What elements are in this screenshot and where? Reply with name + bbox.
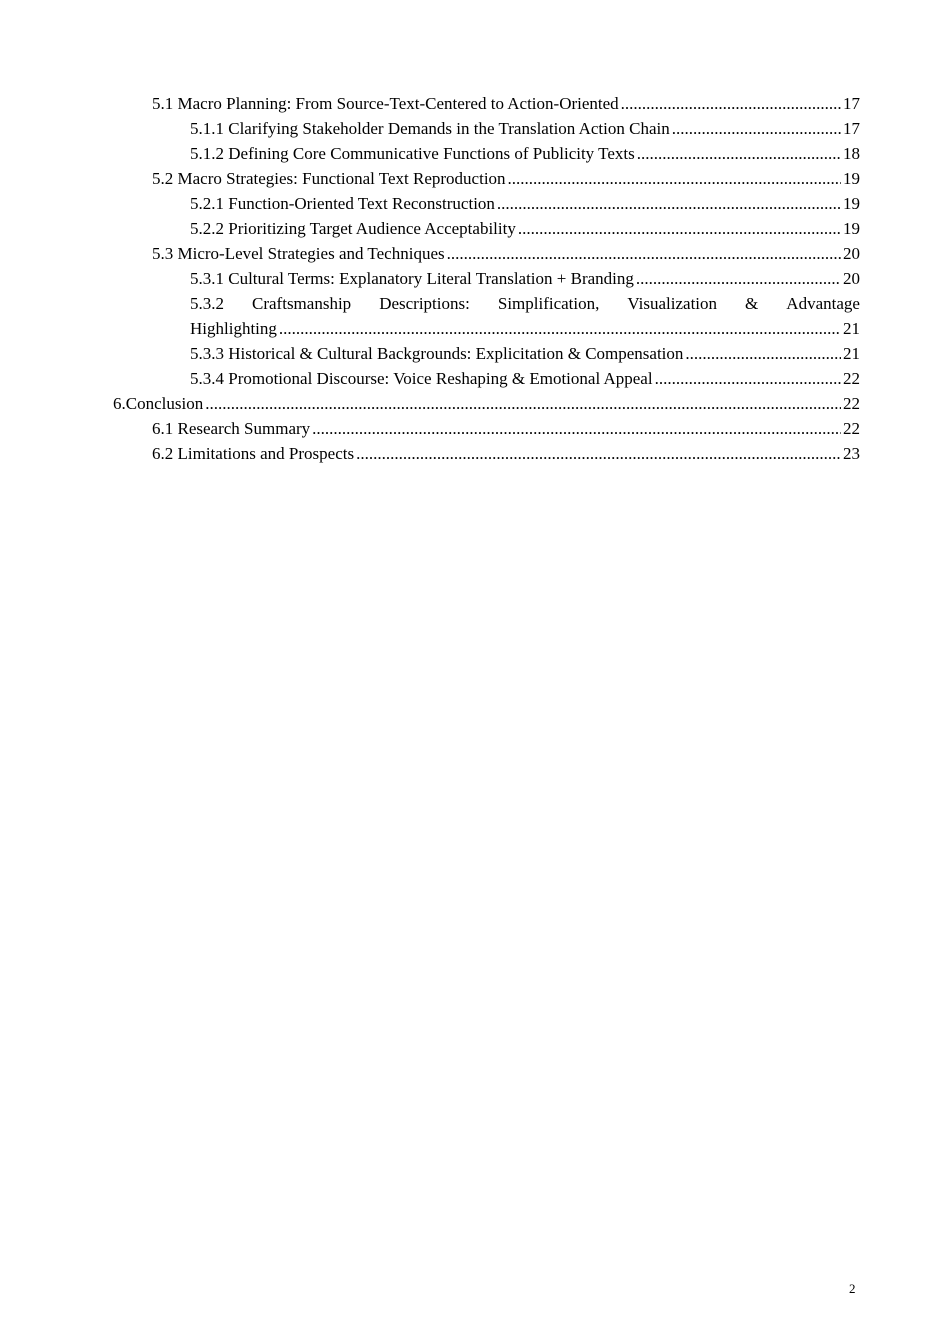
dot-leader xyxy=(636,266,841,291)
toc-entry-word: Visualization xyxy=(627,294,718,313)
toc-entry-title: 6.1 Research Summary xyxy=(152,419,311,438)
dot-leader xyxy=(518,216,841,241)
toc-entry-5-3-1[interactable] xyxy=(113,266,860,291)
toc-entry-title: 5.2.2 Prioritizing Target Audience Acceptability xyxy=(190,219,516,238)
toc-entry-title: 5.2.1 Function-Oriented Text Reconstruction xyxy=(190,194,495,213)
toc-entry-title: 5.3.3 Historical & Cultural Backgrounds: Explicitation & Compensation xyxy=(190,344,684,363)
toc-entry-page: 20 xyxy=(843,269,860,288)
toc-entry-title: 5.1 Macro Planning: From Source-Text-Centered to Action-Oriented xyxy=(152,94,619,113)
toc-entry-5-1-2[interactable] xyxy=(113,141,860,166)
toc-entry-5-3-4[interactable] xyxy=(113,366,860,391)
toc-entry-title-line xyxy=(190,291,860,316)
toc-entry-5-2[interactable] xyxy=(113,166,860,191)
toc-entry-word: 5.3.2 xyxy=(190,294,224,313)
dot-leader xyxy=(497,191,841,216)
toc-entry-page: 23 xyxy=(843,444,860,463)
toc-entry-6-2[interactable] xyxy=(113,441,860,466)
toc-entry-5-3[interactable] xyxy=(113,241,860,266)
toc-entry-title: 5.1.1 Clarifying Stakeholder Demands in the Translation Action Chain xyxy=(190,119,670,138)
toc-entry-title: 5.3 Micro-Level Strategies and Techniques xyxy=(152,244,445,263)
toc-entry-title: 5.3.4 Promotional Discourse: Voice Reshaping & Emotional Appeal xyxy=(190,369,653,388)
toc-entry-title: 5.1.2 Defining Core Communicative Functions of Publicity Texts xyxy=(190,144,635,163)
dot-leader xyxy=(637,141,841,166)
toc-entry-page: 17 xyxy=(843,94,860,113)
toc-entry-6-1[interactable] xyxy=(113,416,860,441)
toc-entry-title: 6.Conclusion xyxy=(113,394,204,413)
toc-entry-page: 19 xyxy=(843,169,860,188)
toc-entry-page: 22 xyxy=(843,369,860,388)
dot-leader xyxy=(685,341,841,366)
toc-entry-title: 5.2 Macro Strategies: Functional Text Reproduction xyxy=(152,169,506,188)
toc-entry-page: 21 xyxy=(843,319,860,338)
toc-entry-word: Descriptions: xyxy=(379,294,470,313)
dot-leader xyxy=(621,91,841,116)
toc-entry-page: 20 xyxy=(843,244,860,263)
table-of-contents xyxy=(113,91,860,466)
toc-entry-word: Simplification, xyxy=(497,294,600,313)
dot-leader xyxy=(672,116,841,141)
toc-entry-title: 6.2 Limitations and Prospects xyxy=(152,444,355,463)
toc-entry-continuation-line xyxy=(190,316,860,341)
toc-entry-word: Craftsmanship xyxy=(252,294,352,313)
dot-leader xyxy=(205,391,841,416)
toc-entry-word: Advantage xyxy=(786,294,860,313)
toc-entry-title: 5.3.1 Cultural Terms: Explanatory Literal Translation + Branding xyxy=(190,269,634,288)
toc-entry-page: 18 xyxy=(843,144,860,163)
dot-leader xyxy=(655,366,841,391)
toc-entry-5-3-3[interactable] xyxy=(113,341,860,366)
toc-entry-page: 19 xyxy=(843,194,860,213)
toc-entry-title-continuation: Highlighting xyxy=(190,319,277,338)
toc-entry-word: & xyxy=(745,294,759,313)
toc-entry-page: 22 xyxy=(843,419,860,438)
toc-entry-5-2-2[interactable] xyxy=(113,216,860,241)
toc-entry-5-1-1[interactable] xyxy=(113,116,860,141)
toc-entry-5-1[interactable] xyxy=(113,91,860,116)
toc-entry-page: 22 xyxy=(843,394,860,413)
toc-entry-5-3-2[interactable] xyxy=(113,291,860,341)
toc-entry-6[interactable] xyxy=(113,391,860,416)
dot-leader xyxy=(312,416,841,441)
page-number: 2 xyxy=(849,1281,856,1296)
dot-leader xyxy=(279,316,841,341)
dot-leader xyxy=(508,166,841,191)
toc-entry-page: 17 xyxy=(843,119,860,138)
dot-leader xyxy=(447,241,841,266)
toc-entry-5-2-1[interactable] xyxy=(113,191,860,216)
toc-entry-page: 19 xyxy=(843,219,860,238)
dot-leader xyxy=(356,441,841,466)
toc-entry-page: 21 xyxy=(843,344,860,363)
